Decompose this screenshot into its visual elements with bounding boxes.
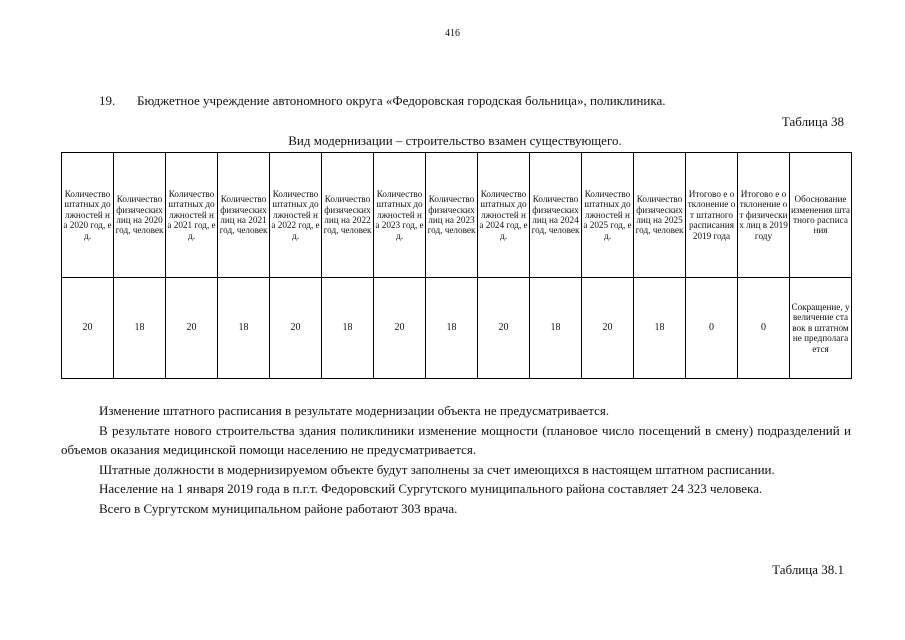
table-cell: 0 bbox=[738, 278, 790, 379]
header-cell: Количество штатных должностей на 2023 год, ед. bbox=[374, 153, 426, 278]
section-heading bbox=[99, 93, 666, 109]
body-text bbox=[61, 401, 851, 519]
header-cell: Количество физических лиц на 2022 год, человек bbox=[322, 153, 374, 278]
table-cell: 20 bbox=[582, 278, 634, 379]
table-cell: 20 bbox=[478, 278, 530, 379]
header-cell: Количество физических лиц на 2025 год, человек bbox=[634, 153, 686, 278]
header-cell: Количество штатных должностей на 2020 год, ед. bbox=[62, 153, 114, 278]
header-cell: Итогово е отклонение от физических лиц в 2019 году bbox=[738, 153, 790, 278]
table-cell: 20 bbox=[166, 278, 218, 379]
table-cell: 18 bbox=[114, 278, 166, 379]
table-cell: 20 bbox=[374, 278, 426, 379]
header-cell: Количество штатных должностей на 2024 год, ед. bbox=[478, 153, 530, 278]
paragraph: В результате нового строительства здания поликлиники изменение мощности (плановое число посещений в смену) подразделений и объемов оказания медицинской помощи населению не предусматривается. bbox=[61, 422, 851, 458]
header-cell: Количество физических лиц на 2021 год, человек bbox=[218, 153, 270, 278]
header-cell: Количество физических лиц на 2020 год, человек bbox=[114, 153, 166, 278]
paragraph: Изменение штатного расписания в результате модернизации объекта не предусматривается. bbox=[99, 403, 610, 418]
header-cell: Количество физических лиц на 2024 год, человек bbox=[530, 153, 582, 278]
paragraph: Штатные должности в модернизируемом объекте будут заполнены за счет имеющихся в настоящем штатном расписании. bbox=[99, 461, 775, 477]
header-cell: Количество штатных должностей на 2021 год, ед. bbox=[166, 153, 218, 278]
staffing-table bbox=[61, 152, 852, 379]
table-cell: 0 bbox=[686, 278, 738, 379]
table-header-row bbox=[62, 153, 852, 278]
table-label-next: Таблица 38.1 bbox=[772, 562, 844, 577]
paragraph: Всего в Сургутском муниципальном районе работают 303 врача. bbox=[99, 500, 458, 516]
table-cell: 20 bbox=[270, 278, 322, 379]
table-cell: 18 bbox=[322, 278, 374, 379]
table-cell: 18 bbox=[218, 278, 270, 379]
section-number: 19. bbox=[99, 93, 116, 108]
table-cell: 18 bbox=[426, 278, 478, 379]
header-cell: Количество штатных должностей на 2025 год, ед. bbox=[582, 153, 634, 278]
table-cell: 18 bbox=[634, 278, 686, 379]
justification-cell: Сокращение, увеличение ставок в штатном не предполагается bbox=[790, 278, 852, 379]
page-number: 416 bbox=[445, 28, 460, 39]
header-cell: Количество штатных должностей на 2022 год, ед. bbox=[270, 153, 322, 278]
table-caption: Вид модернизации – строительство взамен существующего. bbox=[288, 133, 622, 148]
table-label: Таблица 38 bbox=[781, 114, 844, 129]
table-row bbox=[62, 278, 852, 379]
table-cell: 20 bbox=[62, 278, 114, 379]
table-cell: 18 bbox=[530, 278, 582, 379]
header-cell: Обоснование изменения штатного расписания bbox=[790, 153, 852, 278]
paragraph: Население на 1 января 2019 года в п.г.т. Федоровский Сургутского муниципального района составляет 24 323 человека. bbox=[99, 481, 763, 497]
header-cell: Количество физических лиц на 2023 год, человек bbox=[426, 153, 478, 278]
section-title: Бюджетное учреждение автономного округа «Федоровская городская больница», поликлиника. bbox=[137, 93, 666, 108]
header-cell: Итогово е отклонение от штатного расписания 2019 года bbox=[686, 153, 738, 278]
